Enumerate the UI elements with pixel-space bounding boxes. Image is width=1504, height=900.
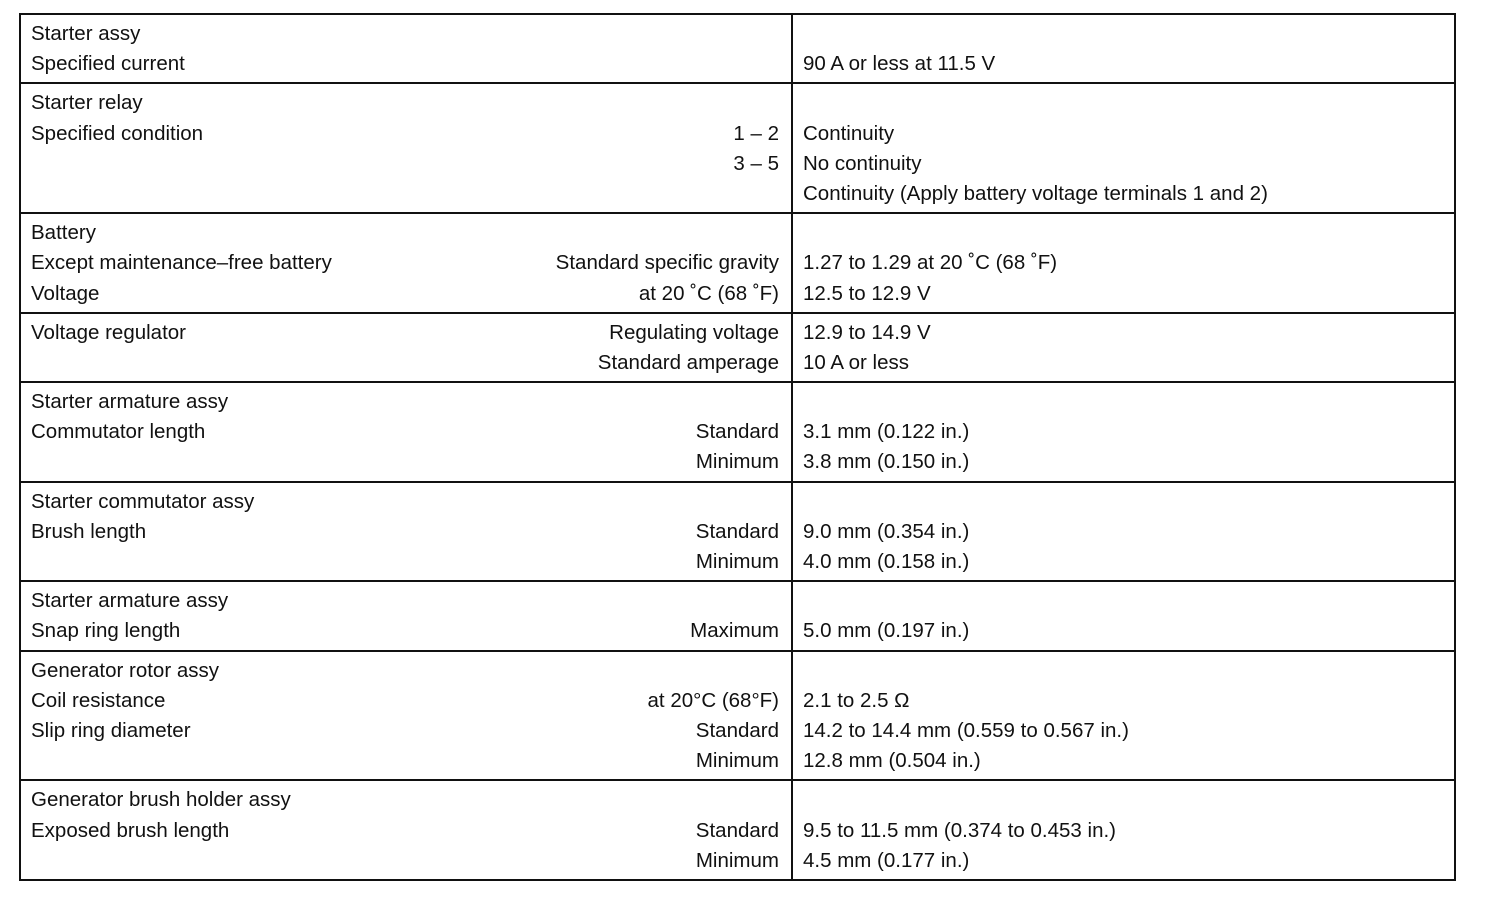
spec-line [21, 119, 791, 149]
spec-line [21, 586, 791, 616]
spec-value: Continuity (Apply battery voltage terminals 1 and 2) [803, 181, 1268, 205]
spec-value-cell [792, 382, 1455, 482]
spec-line [21, 179, 791, 209]
spec-item-cell [20, 213, 792, 313]
spec-line [21, 248, 791, 278]
spec-value: 12.5 to 12.9 V [803, 281, 931, 305]
spec-value: 4.0 mm (0.158 in.) [803, 550, 970, 573]
spec-condition: Standard [695, 818, 779, 842]
spec-label: Starter armature assy [31, 589, 229, 613]
spec-item-cell [20, 83, 792, 213]
spec-label: Starter assy [31, 22, 141, 45]
spec-section [20, 651, 1455, 781]
spec-condition: Standard [695, 420, 779, 444]
spec-line [21, 716, 791, 746]
spec-line [21, 487, 791, 517]
spec-value [793, 88, 1454, 118]
spec-line [21, 447, 791, 477]
spec-value: 9.5 to 11.5 mm (0.374 to 0.453 in.) [803, 818, 1116, 842]
spec-value-cell [792, 581, 1455, 650]
spec-value: 14.2 to 14.4 mm (0.559 to 0.567 in.) [803, 718, 1129, 742]
spec-line [21, 49, 791, 79]
spec-item-cell [20, 14, 792, 83]
spec-line [21, 218, 791, 248]
spec-line [21, 88, 791, 118]
spec-value-cell [792, 482, 1455, 582]
spec-value-cell [792, 313, 1455, 382]
spec-value [793, 586, 1454, 616]
spec-line [21, 656, 791, 686]
spec-value: 4.5 mm (0.177 in.) [803, 848, 970, 872]
spec-label: Specified condition [31, 121, 204, 145]
spec-value [793, 387, 1454, 417]
spec-label: Snap ring length [31, 619, 181, 643]
spec-section [20, 482, 1455, 582]
spec-value: Continuity [803, 121, 895, 145]
spec-line [21, 417, 791, 447]
spec-section [20, 14, 1455, 83]
spec-line [21, 387, 791, 417]
spec-line [21, 318, 791, 348]
spec-section [20, 382, 1455, 482]
spec-value [793, 19, 1454, 49]
spec-section [20, 83, 1455, 213]
spec-line [21, 348, 791, 378]
spec-label: Starter relay [31, 91, 143, 115]
spec-condition: Standard [695, 519, 779, 543]
spec-line [21, 746, 791, 776]
spec-value: 5.0 mm (0.197 in.) [803, 619, 970, 643]
spec-condition: 1 – 2 [733, 121, 779, 145]
spec-label: Slip ring diameter [31, 718, 191, 742]
spec-item-cell [20, 651, 792, 781]
spec-value-cell [792, 780, 1455, 880]
spec-section [20, 581, 1455, 650]
spec-item-cell [20, 382, 792, 482]
spec-section [20, 780, 1455, 880]
spec-value [793, 487, 1454, 517]
spec-label: Except maintenance–free battery [31, 251, 332, 275]
spec-value: 9.0 mm (0.354 in.) [803, 519, 970, 543]
spec-condition: Minimum [695, 848, 779, 872]
spec-value: 10 A or less [803, 350, 909, 374]
spec-label: Generator rotor assy [31, 658, 219, 682]
spec-label: Brush length [31, 519, 147, 543]
spec-value: 12.8 mm (0.504 in.) [803, 749, 981, 773]
spec-condition: Minimum [695, 550, 779, 573]
spec-label: Specified current [31, 52, 185, 76]
spec-line [21, 517, 791, 547]
spec-condition: Maximum [690, 619, 779, 643]
spec-line [21, 785, 791, 815]
spec-condition: at 20°C (68°F) [647, 688, 779, 712]
spec-value: 2.1 to 2.5 Ω [803, 688, 910, 712]
spec-condition: 3 – 5 [733, 151, 779, 175]
spec-item-cell [20, 313, 792, 382]
spec-value [793, 656, 1454, 686]
spec-value-cell [792, 83, 1455, 213]
spec-value: 90 A or less at 11.5 V [803, 52, 996, 76]
spec-item-cell [20, 581, 792, 650]
spec-condition: Standard [695, 718, 779, 742]
spec-value: 3.8 mm (0.150 in.) [803, 450, 970, 474]
spec-value: 12.9 to 14.9 V [803, 320, 931, 344]
spec-label: Voltage [31, 281, 100, 305]
spec-label: Starter armature assy [31, 390, 229, 414]
spec-line [21, 846, 791, 876]
spec-value [793, 218, 1454, 248]
spec-line [21, 816, 791, 846]
spec-item-cell [20, 482, 792, 582]
spec-condition: at 20 ˚C (68 ˚F) [638, 281, 779, 305]
spec-condition: Regulating voltage [609, 320, 779, 344]
spec-line [21, 616, 791, 646]
spec-line [21, 547, 791, 577]
spec-value-cell [792, 213, 1455, 313]
spec-label: Exposed brush length [31, 818, 230, 842]
spec-label: Coil resistance [31, 688, 166, 712]
spec-label: Generator brush holder assy [31, 788, 291, 812]
spec-value-cell [792, 14, 1455, 83]
spec-label: Commutator length [31, 420, 206, 444]
spec-condition: Minimum [695, 450, 779, 474]
spec-table [19, 13, 1456, 881]
spec-value: 3.1 mm (0.122 in.) [803, 420, 970, 444]
spec-condition: Standard amperage [597, 350, 779, 374]
spec-section [20, 213, 1455, 313]
spec-value [793, 785, 1454, 815]
spec-value: 1.27 to 1.29 at 20 ˚C (68 ˚F) [803, 251, 1058, 275]
spec-value: No continuity [803, 151, 922, 175]
spec-table-body [20, 14, 1455, 880]
spec-value-cell [792, 651, 1455, 781]
spec-line [21, 19, 791, 49]
spec-label: Battery [31, 221, 96, 245]
spec-condition: Minimum [695, 749, 779, 773]
spec-line [21, 686, 791, 716]
spec-item-cell [20, 780, 792, 880]
spec-label: Starter commutator assy [31, 489, 255, 513]
spec-label: Voltage regulator [31, 320, 187, 344]
spec-section [20, 313, 1455, 382]
spec-condition: Standard specific gravity [555, 251, 779, 275]
spec-line [21, 279, 791, 309]
spec-line [21, 149, 791, 179]
